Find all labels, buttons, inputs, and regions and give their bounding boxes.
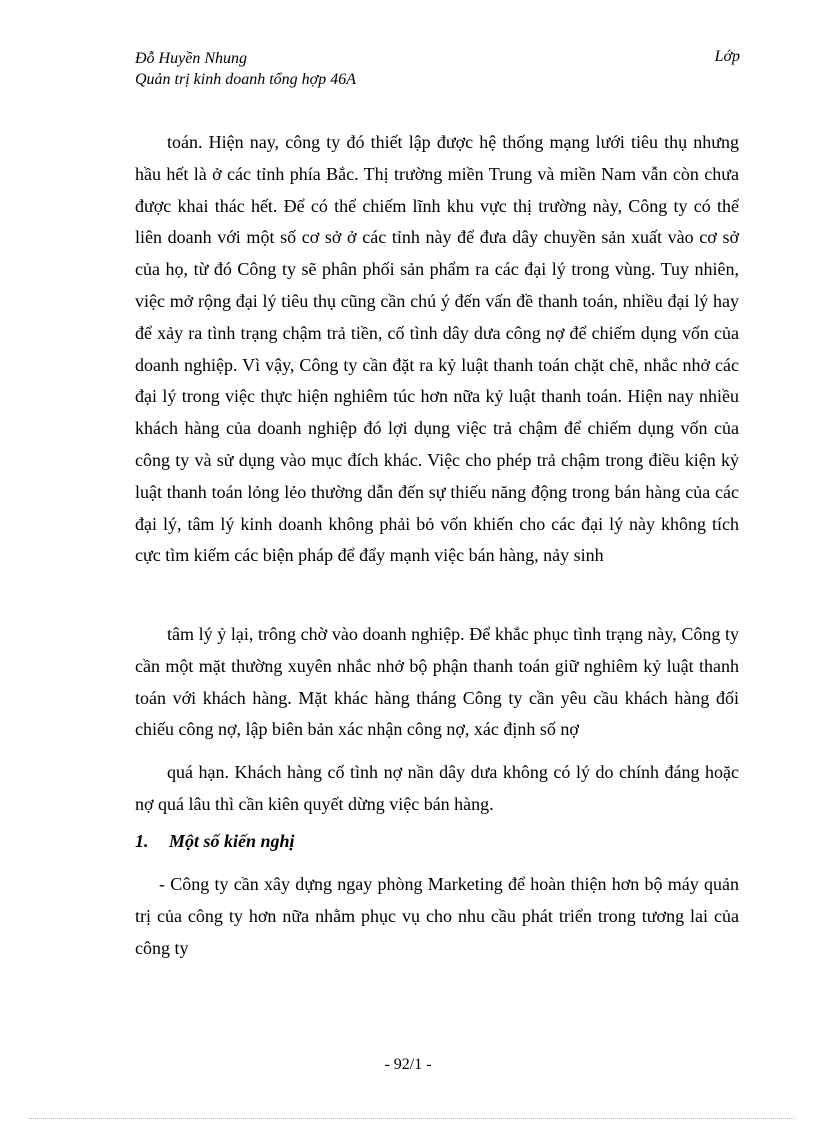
paragraph-3: quá hạn. Khách hàng cố tình nợ nần dây dưa không có lý do chính đáng hoặc nợ quá lâu thì cần kiên quyết dừng việc bán hàng. [135, 762, 739, 814]
page-header [135, 48, 356, 90]
author-name: Đỗ Huyền Nhung [135, 50, 247, 67]
page-number: - 92/1 - [384, 1056, 432, 1073]
paragraph-2: tâm lý ỷ lại, trông chờ vào doanh nghiệp. Để khắc phục tình trạng này, Công ty cần một mặt thường xuyên nhắc nhở bộ phận thanh toán giữ nghiêm kỷ luật thanh toán với khách hàng. Mặt khác hàng tháng Công ty cần yêu cầu khách hàng đối chiếu công nợ, lập biên bản xác nhận công nợ, xác định số nợ [135, 624, 739, 740]
section-number: 1. [135, 831, 149, 851]
class-name: Quản trị kinh doanh tổng hợp 46A [135, 71, 356, 88]
header-class-label: Lớp [714, 48, 740, 65]
recommendation-item: - Công ty cần xây dựng ngay phòng Marketing để hoàn thiện hơn bộ máy quản trị của công ty hơn nữa nhằm phục vụ cho nhu cầu phát triển trong tương lai của công ty [135, 874, 739, 958]
section-title: Một số kiến nghị [169, 831, 295, 851]
page-bottom-border [28, 1118, 794, 1119]
section-heading [135, 831, 295, 852]
paragraph-1: toán. Hiện nay, công ty đó thiết lập được hệ thống mạng lưới tiêu thụ nhưng hầu hết là ở các tỉnh phía Bắc. Thị trường miền Trung và miền Nam vẫn còn chưa được khai thác hết. Để có thể chiếm lĩnh khu vực thị trường này, Công ty có thể liên doanh với một số cơ sở ở các tỉnh này để đưa dây chuyền sản xuất vào cơ sở của họ, từ đó Công ty sẽ phân phối sản phẩm ra các đại lý trong vùng. Tuy nhiên, việc mở rộng đại lý tiêu thụ cũng cần chú ý đến vấn đề thanh toán, nhiều đại lý hay để xảy ra tình trạng chậm trả tiền, cố tình dây dưa công nợ để chiếm dụng vốn của doanh nghiệp. Vì vậy, Công ty cần đặt ra kỷ luật thanh toán chặt chẽ, nhắc nhở các đại lý trong việc thực hiện nghiêm túc hơn nữa kỷ luật thanh toán. Hiện nay nhiều khách hàng của doanh nghiệp đó lợi dụng việc trả chậm để chiếm dụng vốn của công ty và sử dụng vào mục đích khác. Việc cho phép trả chậm trong điều kiện kỷ luật thanh toán lỏng lẻo thường dẫn đến sự thiếu năng động trong bán hàng của các đại lý, tâm lý kinh doanh không phải bỏ vốn khiến cho các đại lý này không tích cực tìm kiếm các biện pháp để đẩy mạnh việc bán hàng, nảy sinh [135, 132, 739, 566]
